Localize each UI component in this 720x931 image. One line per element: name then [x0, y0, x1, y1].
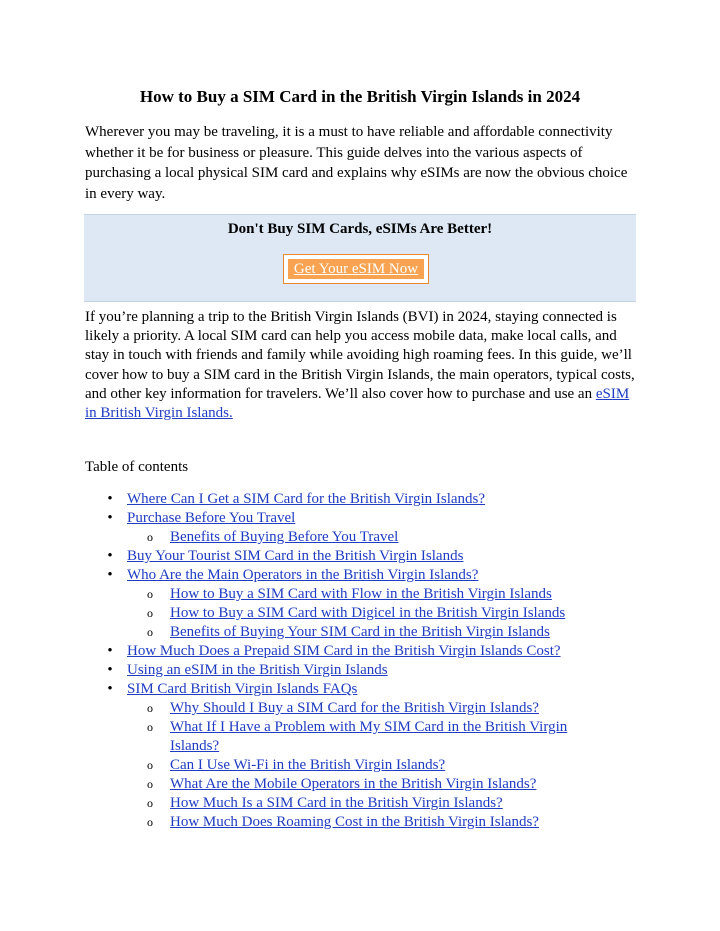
bullet-icon: • [107, 548, 113, 564]
toc-link[interactable]: How Much Does Roaming Cost in the British Virgin Islands? [170, 814, 539, 830]
toc-item [0, 794, 720, 813]
intro-paragraph: Wherever you may be traveling, it is a must to have reliable and affordable connectivity whether it be for business or pleasure. This guide delves into the various aspects of purchasing a local physical SIM card and explains why eSIMs are now the obvious choice in every way. [85, 124, 628, 202]
sub-bullet-icon: o [147, 606, 153, 620]
toc-link[interactable]: Using an eSIM in the British Virgin Islands [127, 662, 388, 678]
bullet-icon: • [107, 681, 113, 697]
bullet-icon: • [107, 567, 113, 583]
toc-item [0, 642, 720, 661]
toc-link[interactable]: Benefits of Buying Your SIM Card in the British Virgin Islands [170, 624, 550, 640]
toc-item [0, 623, 720, 642]
bullet-icon: • [107, 662, 113, 678]
get-esim-button[interactable] [283, 254, 429, 284]
table-of-contents [0, 490, 720, 832]
toc-link[interactable]: Where Can I Get a SIM Card for the British Virgin Islands? [127, 491, 486, 507]
toc-link[interactable]: How Much Is a SIM Card in the British Virgin Islands? [170, 795, 503, 811]
sub-bullet-icon: o [147, 530, 153, 544]
toc-item [0, 509, 720, 528]
toc-item [0, 718, 720, 756]
sub-bullet-icon: o [147, 815, 153, 829]
bullet-icon: • [107, 491, 113, 507]
toc-link[interactable]: Buy Your Tourist SIM Card in the British Virgin Islands [127, 548, 464, 564]
sub-bullet-icon: o [147, 796, 153, 810]
toc-link[interactable]: Why Should I Buy a SIM Card for the British Virgin Islands? [170, 700, 539, 716]
bullet-icon: • [107, 643, 113, 659]
toc-item [0, 813, 720, 832]
toc-item [0, 699, 720, 718]
sub-bullet-icon: o [147, 587, 153, 601]
get-esim-button-label[interactable]: Get Your eSIM Now [288, 259, 424, 279]
toc-heading: Table of contents [85, 459, 189, 475]
body-paragraph-text: If you’re planning a trip to the British Virgin Islands (BVI) in 2024, staying connected is likely a priority. A local SIM card can help you access mobile data, make local calls, and stay in touch with friends and family while avoiding high roaming fees. In this guide, we’ll cover how to buy a SIM card in the British Virgin Islands, the main operators, typical costs, and other key information for travelers. We’ll also cover how to purchase and use an [85, 309, 635, 402]
toc-link[interactable]: SIM Card British Virgin Islands FAQs [127, 681, 358, 697]
toc-link[interactable]: How to Buy a SIM Card with Flow in the British Virgin Islands [170, 586, 552, 602]
toc-link[interactable]: How Much Does a Prepaid SIM Card in the British Virgin Islands Cost? [127, 643, 561, 659]
sub-bullet-icon: o [147, 777, 153, 791]
sub-bullet-icon: o [147, 701, 153, 715]
toc-item [0, 775, 720, 794]
toc-link[interactable]: How to Buy a SIM Card with Digicel in the British Virgin Islands [170, 605, 566, 621]
toc-item [0, 490, 720, 509]
toc-item [0, 604, 720, 623]
sub-bullet-icon: o [147, 625, 153, 639]
toc-item [0, 566, 720, 585]
toc-link[interactable]: Purchase Before You Travel [127, 510, 296, 526]
page-title: How to Buy a SIM Card in the British Virgin Islands in 2024 [139, 87, 581, 106]
sub-bullet-icon: o [147, 758, 153, 772]
toc-item [0, 528, 720, 547]
toc-link[interactable]: What Are the Mobile Operators in the British Virgin Islands? [170, 776, 537, 792]
toc-link[interactable]: Who Are the Main Operators in the British Virgin Islands? [127, 567, 479, 583]
toc-item [0, 661, 720, 680]
sub-bullet-icon: o [147, 720, 153, 734]
esim-bvi-link[interactable]: eSIM in British Virgin Islands. [85, 385, 630, 422]
body-paragraph [85, 308, 635, 423]
toc-link[interactable]: What If I Have a Problem with My SIM Card in the British Virgin Islands? [170, 719, 568, 754]
toc-item [0, 547, 720, 566]
toc-item [0, 756, 720, 775]
toc-item [0, 585, 720, 604]
toc-link[interactable]: Benefits of Buying Before You Travel [170, 529, 399, 545]
toc-link[interactable]: Can I Use Wi-Fi in the British Virgin Islands? [170, 757, 446, 773]
bullet-icon: • [107, 510, 113, 526]
toc-item [0, 680, 720, 699]
banner-heading: Don't Buy SIM Cards, eSIMs Are Better! [227, 221, 493, 237]
